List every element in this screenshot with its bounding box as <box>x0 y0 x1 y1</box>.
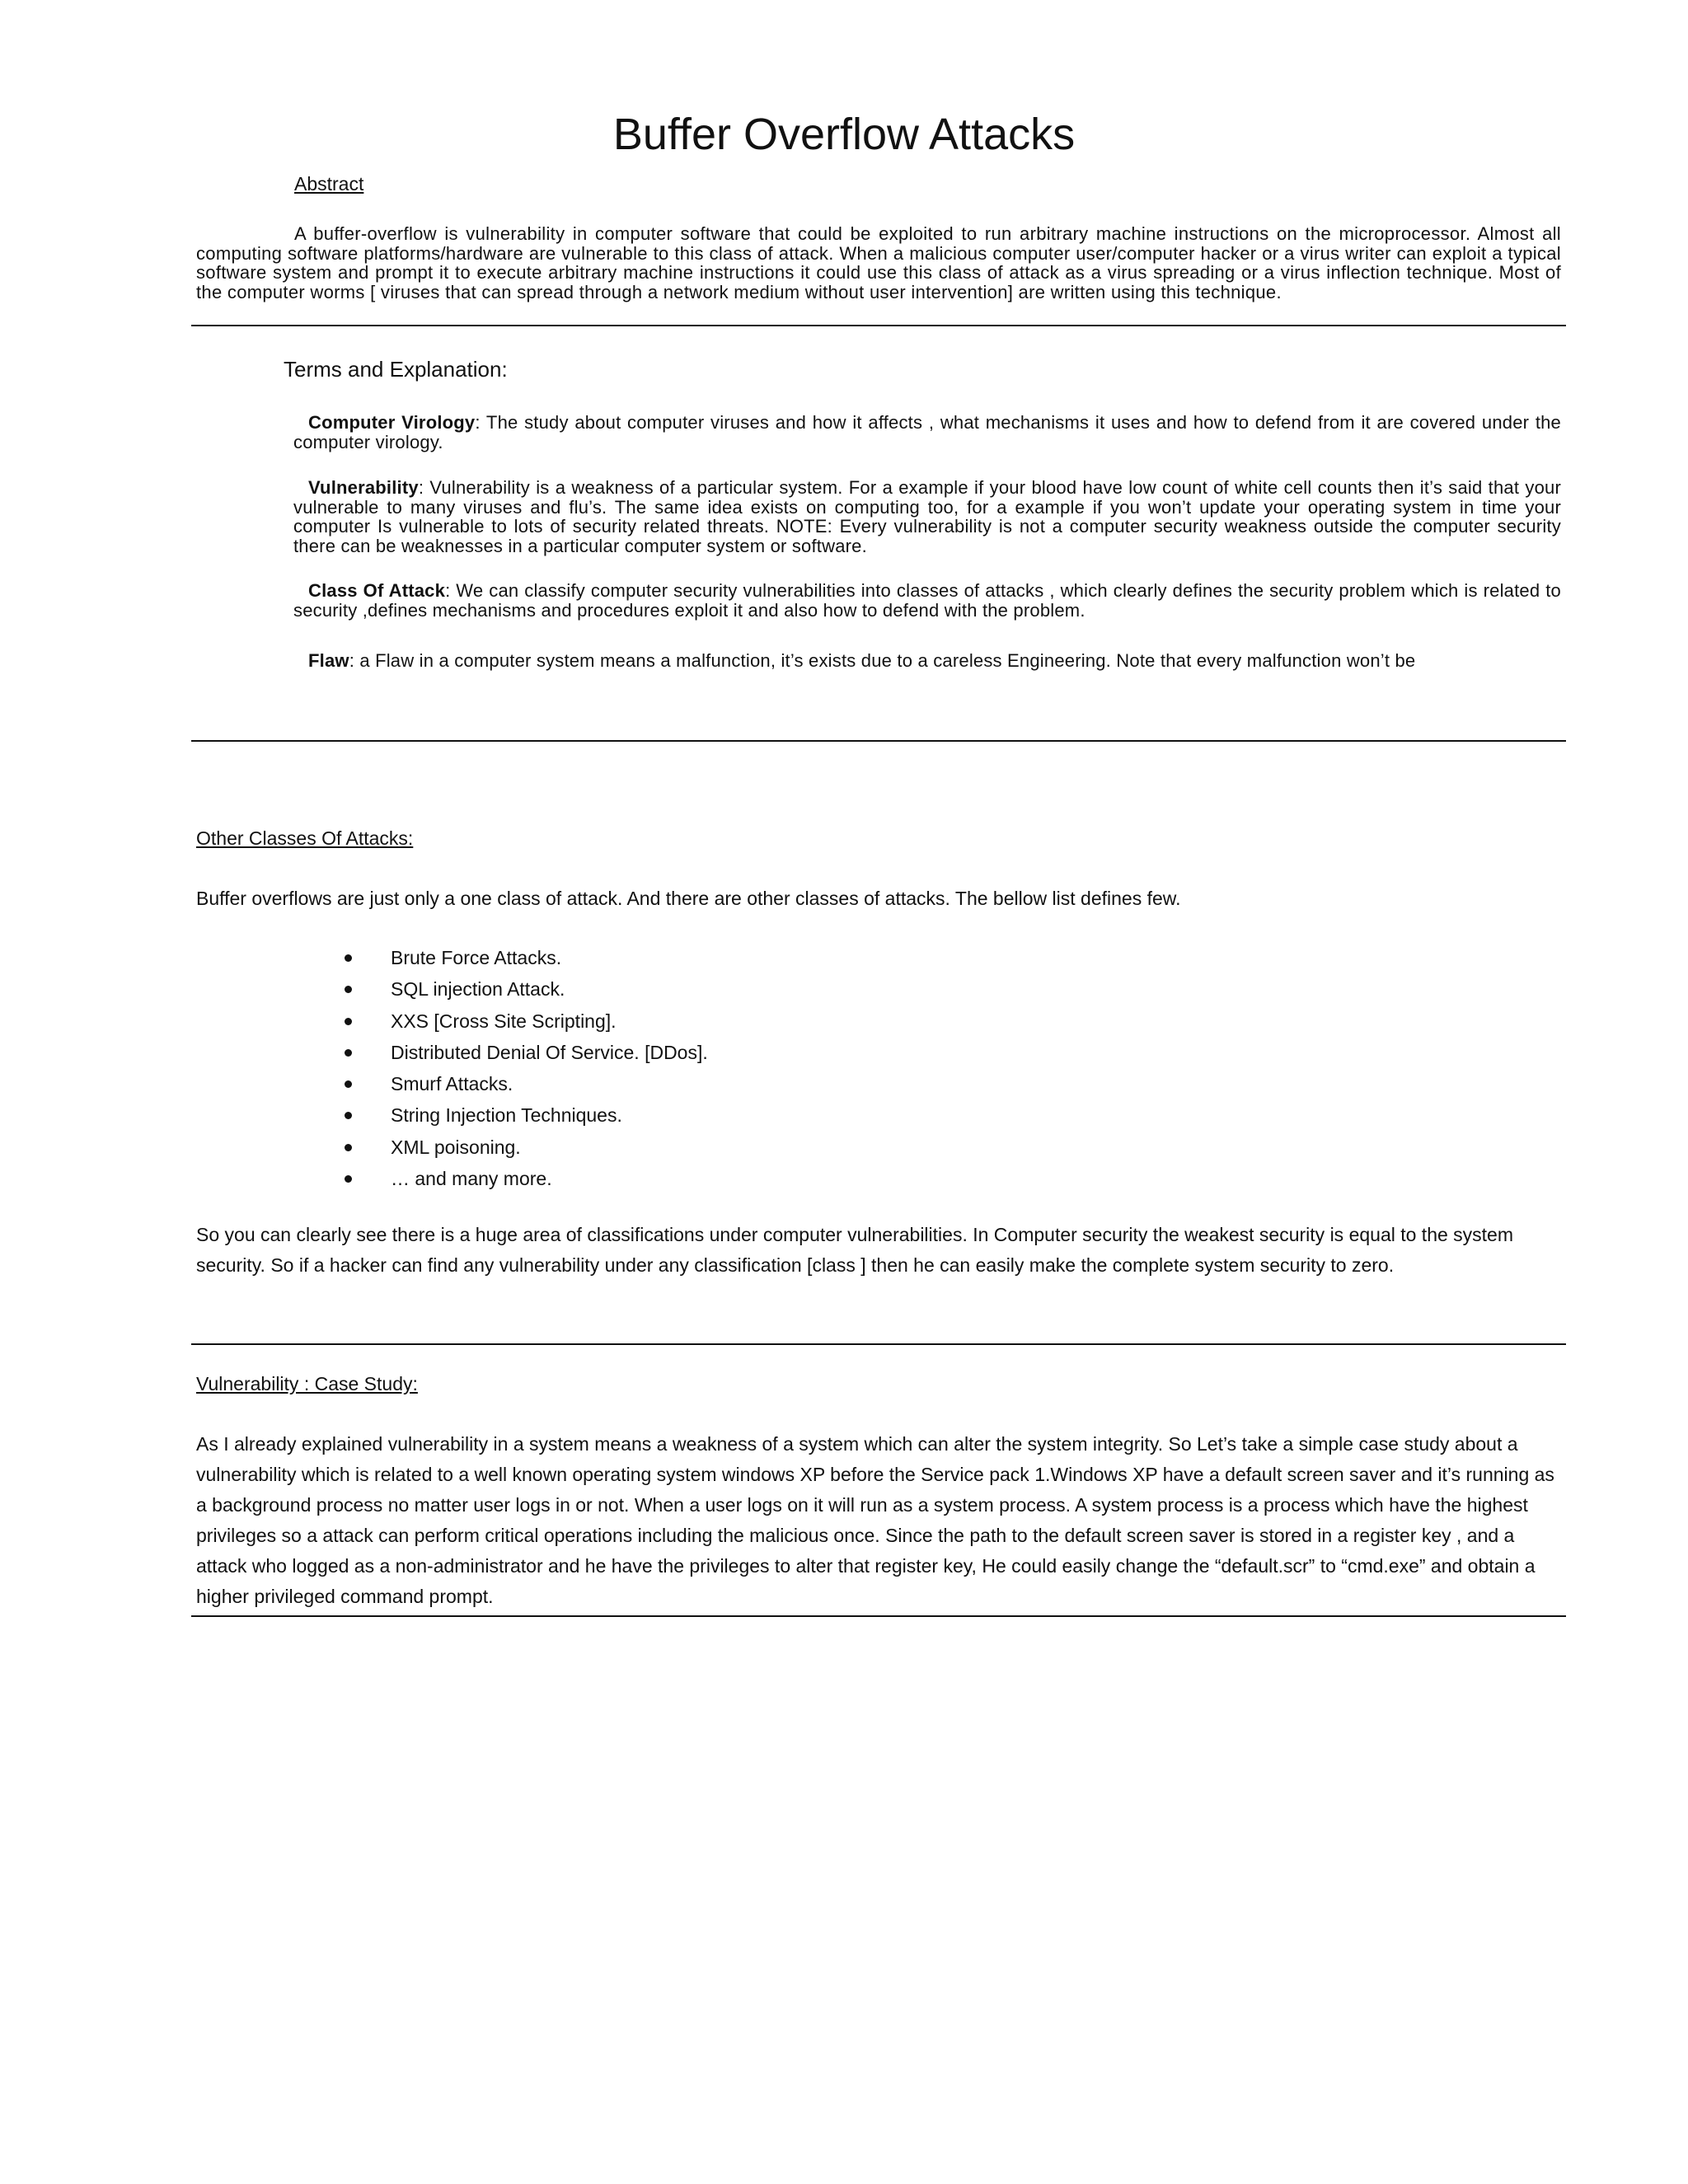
list-item-text: SQL injection Attack. <box>391 978 565 1001</box>
bullet-icon <box>345 1018 352 1025</box>
list-item <box>0 1037 708 1068</box>
term-name: Flaw <box>308 650 349 671</box>
list-item <box>0 1132 708 1163</box>
term-definition: : Vulnerability is a weakness of a particular system. For a example if your blood have low count of white cell counts then it’s said that your vulnerable to many viruses and flu’s. The same idea exists on computing too, for a example if you won’t update your operating system in time your computer Is vulnerable to lots of security related threats. NOTE: Every vulnerability is not a computer security weakness outside the computer security there can be weaknesses in a particular computer system or software. <box>293 477 1561 556</box>
list-item-text: XML poisoning. <box>391 1136 521 1158</box>
terms-heading: Terms and Explanation: <box>284 357 508 382</box>
bullet-icon <box>345 986 352 993</box>
list-item-text: Brute Force Attacks. <box>391 947 562 968</box>
case-study-heading: Vulnerability : Case Study: <box>196 1373 418 1394</box>
term-class-of-attack <box>293 581 1561 620</box>
document-title: Buffer Overflow Attacks <box>612 110 1076 160</box>
other-classes-conclusion: So you can clearly see there is a huge area of classifications under computer vulnerabilities. In Computer security the weakest security is equal to the system security. So if a hacker can find any vulnerability under any classification [class ] then he can easily make the complete system security to zero. <box>196 1224 1514 1276</box>
case-study-body: As I already explained vulnerability in a system means a weakness of a system which can alter the system integrity. So Let’s take a simple case study about a vulnerability which is related to a well known operating system windows XP before the Service pack 1.Windows XP have a default screen saver and it’s running as a background process no matter user logs in or not. When a user logs on it will run as a system process. A system process is a process which have the highest privileges so a attack can perform critical operations including the malicious once. Since the path to the default screen saver is stored in a register key , and a attack who logged as a non-administrator and he have the privileges to alter that register key, He could easily change the “default.scr” to “cmd.exe” and obtain a higher privileged command prompt. <box>196 1433 1554 1607</box>
bullet-icon <box>345 1144 352 1151</box>
list-item-text: String Injection Techniques. <box>391 1104 622 1127</box>
list-item-text: Distributed Denial Of Service. [DDos]. <box>391 1041 708 1063</box>
bullet-icon <box>345 1080 352 1088</box>
list-item-text: Smurf Attacks. <box>391 1073 513 1095</box>
term-name: Vulnerability <box>308 477 419 498</box>
list-item-text: XXS [Cross Site Scripting]. <box>391 1010 617 1032</box>
abstract-heading: Abstract <box>294 173 364 194</box>
term-definition: : a Flaw in a computer system means a malfunction, it’s exists due to a careless Engineering. Note that every malfunction won’t be <box>349 650 1416 671</box>
divider-rule <box>191 740 1566 742</box>
other-classes-intro: Buffer overflows are just only a one class of attack. And there are other classes of attacks. The bellow list defines few. <box>196 888 1181 909</box>
term-definition: : We can classify computer security vulnerabilities into classes of attacks , which clearly defines the security problem which is related to security ,defines mechanisms and procedures exploit it and also how to defend with the problem. <box>293 580 1561 621</box>
divider-rule <box>191 1343 1566 1345</box>
term-name: Class Of Attack <box>308 580 446 601</box>
term-name: Computer Virology <box>308 412 476 433</box>
list-item <box>0 1099 708 1131</box>
term-computer-virology <box>293 413 1561 452</box>
abstract-body: A buffer-overflow is vulnerability in computer software that could be exploited to run arbitrary machine instructions on the microprocessor. Almost all computing software platforms/hardware are vulnerable to this class of attack. When a malicious computer user/computer hacker or a virus writer can exploit a typical software system and prompt it to execute arbitrary machine instructions it could use this class of attack as a virus spreading or a virus inflection technique. Most of the computer worms [ viruses that can spread through a network medium without user intervention] are written using this technique. <box>196 223 1561 302</box>
term-vulnerability <box>293 478 1561 555</box>
list-item <box>0 942 708 973</box>
attack-list <box>0 942 708 1194</box>
other-classes-heading: Other Classes Of Attacks: <box>196 827 414 849</box>
bullet-icon <box>345 1175 352 1183</box>
term-definition: : The study about computer viruses and how it affects , what mechanisms it uses and how to defend from it are covered under the computer virology. <box>293 412 1561 452</box>
list-item <box>0 1068 708 1099</box>
bullet-icon <box>345 1112 352 1119</box>
bullet-icon <box>345 1049 352 1057</box>
divider-rule <box>191 325 1566 326</box>
list-item <box>0 1005 708 1037</box>
bullet-icon <box>345 954 352 962</box>
list-item-text: … and many more. <box>391 1168 552 1190</box>
list-item <box>0 1163 708 1194</box>
term-flaw <box>293 651 1561 671</box>
list-item <box>0 973 708 1005</box>
divider-rule <box>191 1615 1566 1617</box>
